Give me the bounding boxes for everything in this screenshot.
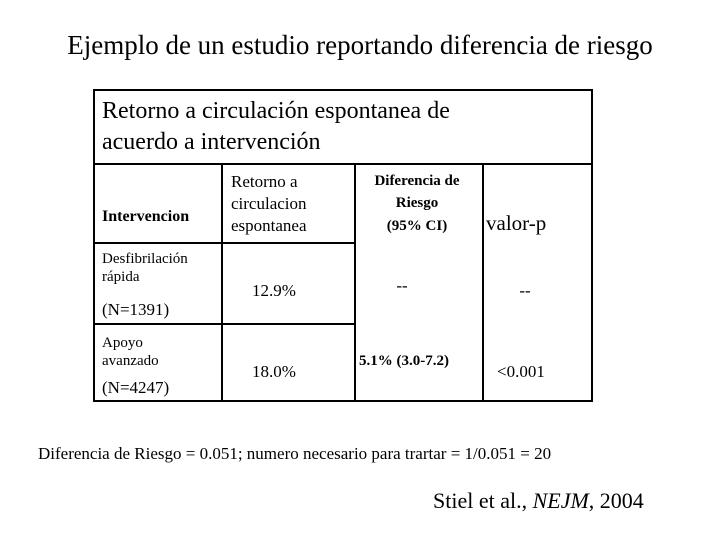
row-2-n: (N=4247): [102, 378, 170, 397]
row-1-name-line-2: rápida: [102, 269, 140, 285]
row-1-rosc: 12.9%: [252, 281, 296, 300]
header-risk-diff-line-3: (95% CI): [386, 218, 448, 234]
row-2-rosc: 18.0%: [252, 362, 296, 381]
caption-line-2: acuerdo a intervención: [102, 129, 321, 155]
header-risk-difference: [352, 170, 482, 237]
row-1-name-line-1: Desfibrilación: [102, 251, 188, 267]
header-rosc-line-3: espontanea: [231, 216, 307, 235]
citation-year: , 2004: [588, 488, 644, 513]
citation: [433, 488, 644, 514]
row-2-pvalue: <0.001: [497, 362, 545, 381]
footer-note: Diferencia de Riesgo = 0.051; numero necesario para trartar = 1/0.051 = 20: [38, 444, 552, 463]
caption-line-1: Retorno a circulación espontanea de: [102, 98, 450, 124]
header-rosc-line-2: circulacion: [231, 194, 307, 213]
citation-journal: NEJM: [532, 488, 589, 513]
header-risk-diff-line-1: Diferencia de: [374, 173, 460, 189]
header-intervention: Intervencion: [102, 208, 190, 225]
table-caption: [102, 96, 450, 158]
column-divider-3: [482, 163, 484, 400]
row-1-n: (N=1391): [102, 300, 170, 319]
row-2-name-line-1: Apoyo: [102, 335, 143, 351]
header-rosc-line-1: Retorno a: [231, 172, 298, 191]
row-1-pvalue: --: [519, 281, 531, 300]
header-risk-diff-line-2: Riesgo: [395, 195, 439, 211]
row-divider: [95, 323, 355, 325]
row-2-name-line-2: avanzado: [102, 353, 159, 369]
row-1-intervention: [102, 250, 188, 286]
citation-authors: Stiel et al.,: [433, 488, 533, 513]
row-2-risk-difference: 5.1% (3.0-7.2): [359, 353, 449, 369]
row-1-risk-difference: --: [396, 276, 408, 295]
header-pvalue: valor-p: [486, 211, 547, 235]
header-divider: [95, 242, 355, 244]
header-rosc: [231, 171, 307, 237]
column-divider-1: [221, 163, 223, 400]
caption-divider: [95, 163, 591, 165]
slide-title: Ejemplo de un estudio reportando diferencia de riesgo: [67, 30, 653, 60]
row-2-intervention: [102, 334, 159, 370]
